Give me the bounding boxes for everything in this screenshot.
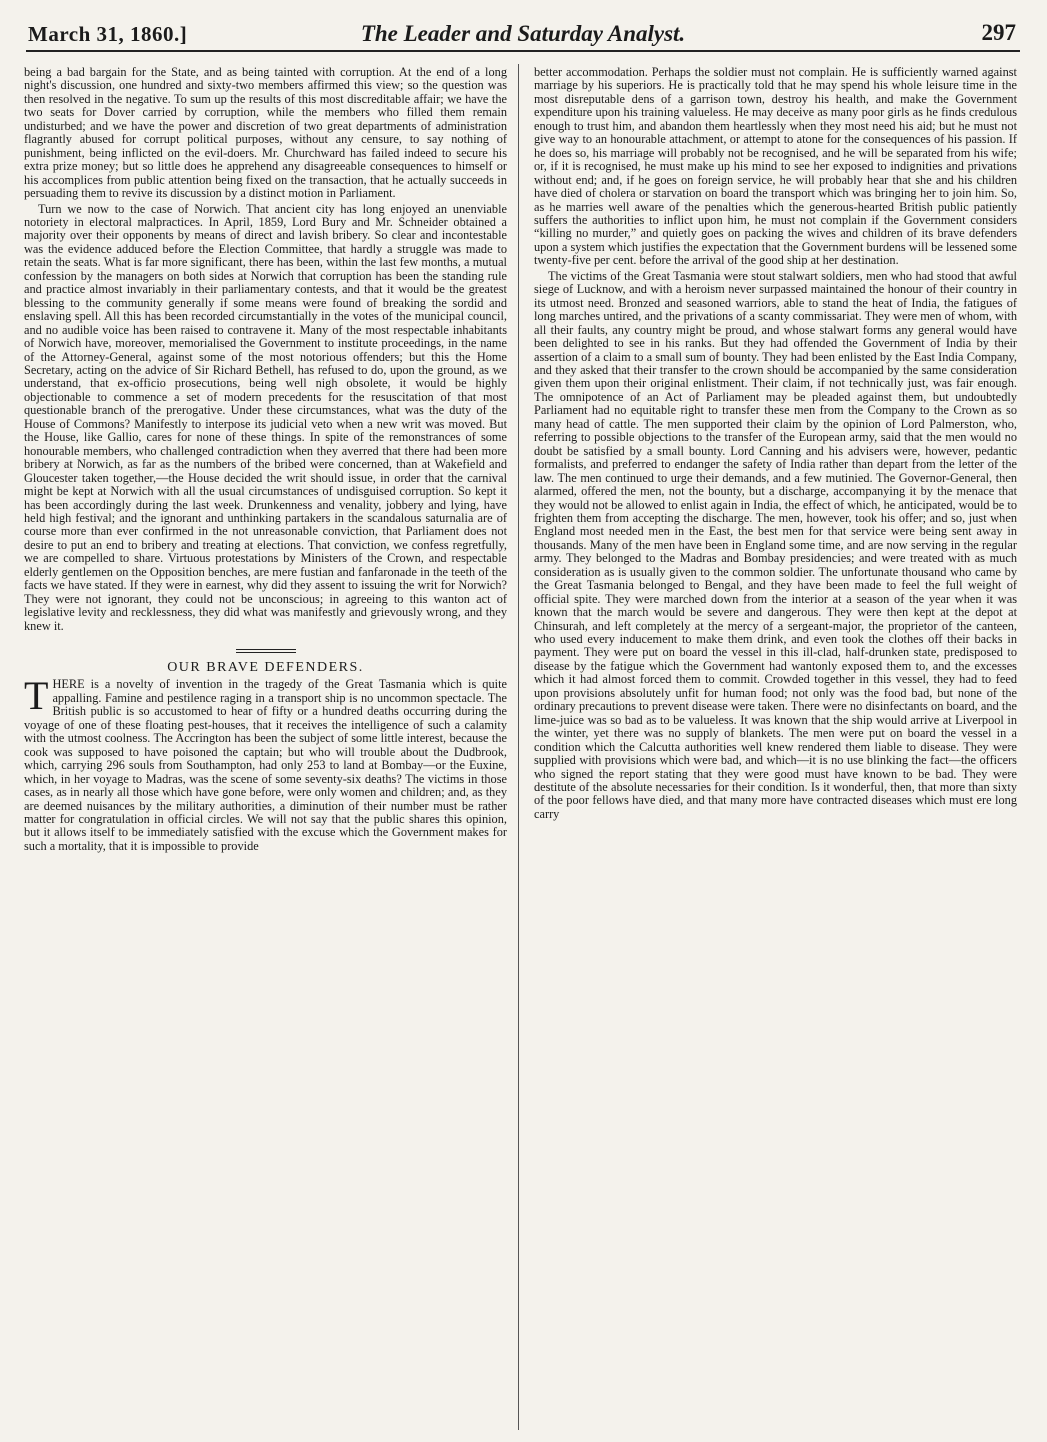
page-number: 297 (981, 20, 1016, 45)
left-paragraph-1: being a bad bargain for the State, and as being tainted with corruption. At the end of a long night's discussion, one hundred and sixty-two members affirmed this view; so the question was then resolved in the negative. To sum up the results of this most discreditable affair; we have the two seats for Dover carried by corruption, while the members who filled them remain undisturbed; and we have the power and discretion of two great departments of administration flagrantly abused for corrupt political purposes, without any censure, to say nothing of punishment, being inflicted on the evil-doers. Mr. Churchward has failed indeed to secure his extra prize money; but so little does he apprehend any disagreeable consequences to himself or his accomplices from public attention being fixed on the transaction, that he actually succeeds in persuading them to revive its discussion by a distinct motion in Parliament. (24, 66, 507, 201)
drop-cap: T (24, 673, 49, 719)
column-divider (518, 64, 519, 1430)
left-paragraph-2: Turn we now to the case of Norwich. That ancient city has long enjoyed an unenviable notoriety in electoral malpractices. In April, 1859, Lord Bury and Mr. Schneider obtained a majority over their opponents by means of direct and lavish bribery. So clear and incontestable was the evidence adduced before the Election Committee, that hardly a struggle was made to retain the seats. What is far more significant, there has been, within the last few months, a mutual confession by the managers on both sides at Norwich that corruption has been the standing rule and practice almost invariably in their parliamentary contests, and that it would be the greatest blessing to the community generally if some means were found of breaking the sordid and enslaving spell. All this has been recorded circumstantially in the votes of the municipal council, and no audible voice has been raised to contravene it. Many of the most respectable inhabitants of Norwich have, moreover, memorialised the Government to institute proceedings, in the name of the Attorney-General, against some of the most notorious offenders; but this the Home Secretary, acting on the advice of Sir Richard Bethell, has refused to do, upon the ground, as we understand, that ex-officio prosecutions, being well nigh obsolete, it would be highly objectionable to commence a set of modern precedents for the resuscitation of that most questionable branch of the prerogative. Under these circumstances, what was the duty of the House of Commons? Manifestly to interpose its judicial veto when a new writ was moved. But the House, like Gallio, cares for none of these things. In spite of the remonstrances of some honourable members, who challenged contradiction when they averred that there had been more bribery at Norwich, as far as the numbers of the bribed were concerned, than at Wakefield and Gloucester taken together,—the House decided the writ should issue, in order that the carnival might be kept at Norwich with all the usual circumstances of undisguised corruption. So kept it has been accordingly during the last week. Drunkenness and venality, jobbery and lying, have held high festival; and the ignorant and unthinking partakers in the scandalous saturnalia are of course more than ever confirmed in the not unreasonable conviction, that Parliament does not desire to put an end to bribery and treating at elections. That conviction, we confess regretfully, we are compelled to share. Virtuous protestations by Ministers of the Crown, and respectable elderly gentlemen on the Opposition benches, are mere fustian and fanfaronade in the teeth of the facts we have stated. If they were in earnest, why did they assent to issuing the writ for Norwich? They were not ignorant, they could not be unconscious; in agreeing to this wanton act of legislative levity and recklessness, they did what was manifestly and grievously wrong, and they knew it. (24, 201, 507, 633)
right-paragraph-2: The victims of the Great Tasmania were stout stalwart soldiers, men who had stood that awful siege of Lucknow, and with a heroism never surpassed maintained the honour of their country in its utmost need. Bronzed and seasoned warriors, able to stand the heat of India, the fatigues of long marches untired, and the privations of a scanty commissariat. They were men of whom, with all their faults, any country might be proud, and whose stalwart forms any general would have been delighted to see in his ranks. But they had offended the Government of India by their assertion of a claim to a small sum of bounty. They had been enlisted by the East India Company, and they asked that their transfer to the crown should be accompanied by the same consideration given them upon their original enlistment. Their claim, if not technically just, was fair enough. The omnipotence of an Act of Parliament may be pleaded against them, but undoubtedly Parliament had no equitable right to transfer these men from the Company to the Crown as so many head of cattle. The men supported their claim by the opinion of Lord Palmerston, who, referring to possible objections to the transfer of the European army, said that the men would no doubt be satisfied by a small bounty. Lord Canning and his advisers were, however, pedantic formalists, and preferred to endanger the safety of India rather than depart from the letter of the law. The men continued to urge their demands, and a few mutinied. The Governor-General, then alarmed, offered the men, not the bounty, but a discharge, accompanying it by the menace that they would not be allowed to enlist again in India, the effect of which, he anticipated, would be to frighten them from accepting the discharge. The men, however, took his offer; and so, just when England most needed men in the East, the best men for that service were being sent away in thousands. Many of the men have been in England some time, and are now serving in the regular army. They belonged to the Madras and Bombay presidencies; and were treated with as much consideration as is usually given to the common soldier. The unfortunate thousand who came by the Great Tasmania belonged to Bengal, and they have been made to feel the full weight of official spite. They were marched down from the interior at a season of the year when it was known that the march would be severe and dangerous. They were then kept at the depot at Chinsurah, and left completely at the mercy of a sergeant-major, the proprietor of the canteen, who used every inducement to make them drink, and even took the clothes off their backs in payment. They were put on board the vessel in this ill-clad, half-drunken state, predisposed to disease by the fatigue which the Government had wantonly exposed them to, and the excesses which it had almost forced them to commit. Crowded together in this vessel, they had to feed upon provisions absolutely unfit for human food; not only was the food bad, but none of the ordinary precautions to prevent disease were taken. There were no disinfectants on board, and the lime-juice was so bad as to be valueless. It was known that the ship would arrive at Liverpool in the winter, yet there was no supply of blankets. The men were put on board the vessel in a condition which the Calcutta authorities well knew rendered them liable to disease. They were supplied with provisions which were bad, and which—it is no use blinking the fact—the officers who signed the report stating that they were good must have known to be bad. They were destitute of the absolute necessaries for their condition. Is it wonderful, then, that more than sixty of the poor fellows have died, and that many more have contracted diseases which must ere long carry (534, 268, 1017, 821)
section-title: OUR BRAVE DEFENDERS. (167, 660, 364, 676)
left-column (24, 66, 507, 1426)
publication-title: The Leader and Saturday Analyst. (360, 21, 686, 46)
right-column (534, 66, 1017, 1426)
issue-date: March 31, 1860.] (28, 22, 188, 46)
left-paragraph-3 (24, 673, 507, 853)
section-rule (236, 649, 296, 653)
right-paragraph-1: better accommodation. Perhaps the soldier must not complain. He is sufficiently warned against marriage by his superiors. He is practically told that he may spend his whole leisure time in the most disreputable dens of a garrison town, destroy his health, and make the Government expenditure upon his training valueless. He may deceive as many poor girls as he finds credulous enough to trust him, and abandon them heartlessly when they most need his aid; but he must not give way to an honourable attachment, or attempt to atone for the consequences of his passion. If he does so, his marriage will probably not be recognised, and he will be separated from his wife; or, if it is recognised, he must make up his mind to see her exposed to indignities and privations without end; and, if he goes on foreign service, he will probably hear that she and his children have died of cholera or starvation on board the transport which was bringing her to join him. So, as he marries well aware of the penalties which the generous-hearted British public patiently suffers the authorities to inflict upon him, he must not complain if the Government considers “killing no murder,” and quietly goes on packing the wives and children of its brave defenders upon a system which justifies the expectation that the Government burdens will be lessened some twenty-five per cent. before the arrival of the good ship at her destination. (534, 66, 1017, 268)
left-paragraph-3-text: HERE is a novelty of invention in the tragedy of the Great Tasmania which is quite appalling. Famine and pestilence raging in a transport ship is no uncommon spectacle. The British public is so accustomed to hear of fifty or a hundred deaths occurring during the voyage of one of these floating pest-houses, that it receives the intelligence of such a calamity with the utmost coolness. The Accrington has been the subject of some little interest, because the cook was supposed to have poisoned the captain; but who will trouble about the Dudbrook, which, carrying 296 souls from Southampton, had only 253 to land at Bombay—or the Euxine, which, in her voyage to Madras, was the scene of some seventy-six deaths? The victims in those cases, as in nearly all those which have gone before, were only women and children; and, as they are deemed nuisances by the military authorities, a diminution of their number must be rather matter for congratulation in official circles. We will not say that the public shares this opinion, but it allows itself to be immediately satisfied with the excuse which the Government makes for such a mortality, that it is impossible to provide (24, 677, 507, 853)
page-header (26, 18, 1020, 52)
